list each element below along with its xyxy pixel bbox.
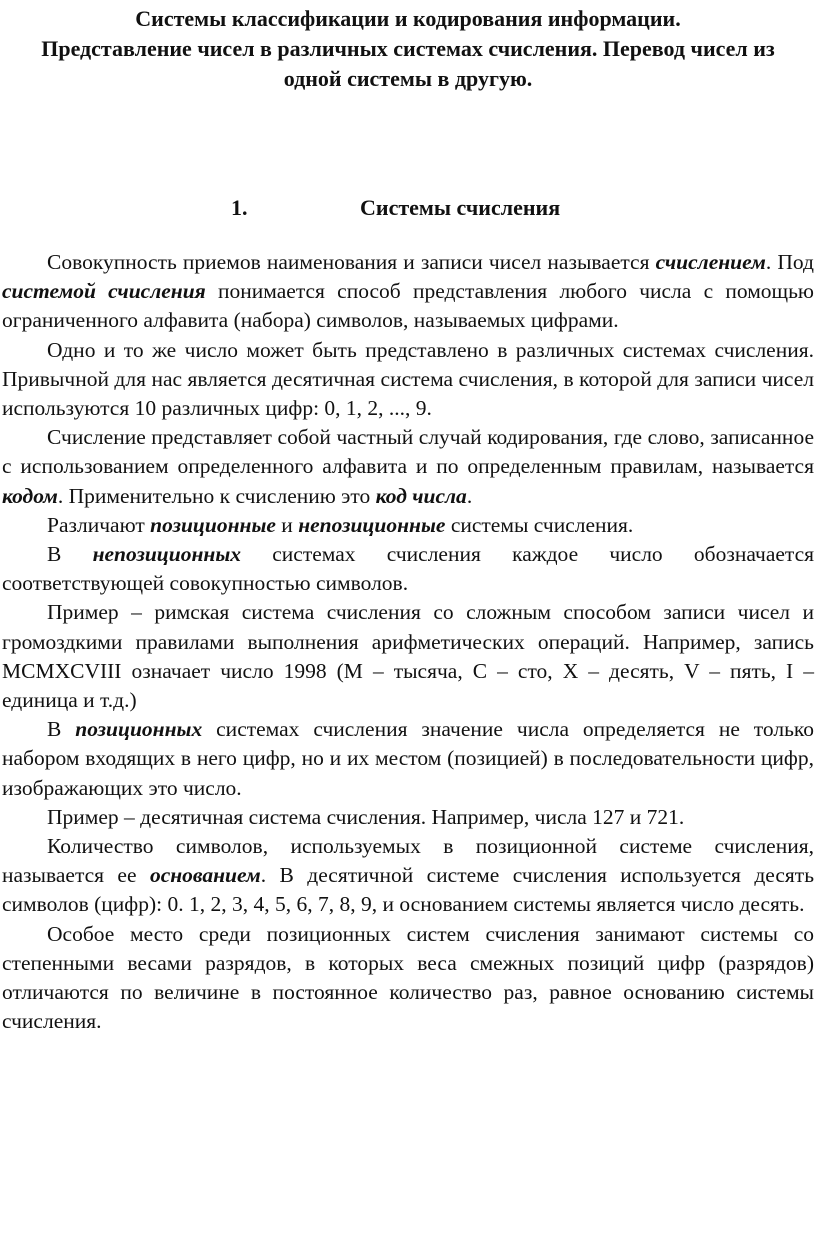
text-run: Счисление представляет собой частный случай кодирования, где слово, записанное с использованием определенного алфавита и по определенным правилам, называется	[2, 425, 814, 479]
section-heading	[0, 193, 816, 223]
text-run: .	[466, 483, 473, 508]
term-nepozitsionnye: непозиционные	[298, 512, 446, 537]
text-run: системах счисления каждое число обозначается соответствующей совокупностью символов.	[2, 542, 814, 596]
term-sistema-schisleniya: системой счисления	[2, 279, 206, 304]
text-run: Количество символов, используемых в позиционной системе счисления, называется ее	[2, 834, 814, 888]
text-run: . Применительно к счислению это	[57, 483, 376, 508]
paragraph-4	[2, 511, 814, 540]
title-line-2: Представление чисел в различных системах счисления. Перевод чисел из	[41, 36, 775, 61]
text-run: системы счисления.	[445, 512, 634, 537]
paragraph-1	[2, 248, 814, 336]
paragraph-3	[2, 423, 814, 511]
term-pozitsionnye: позиционные	[150, 512, 276, 537]
term-osnovanie: основанием	[149, 863, 261, 888]
text-run: . Под	[765, 250, 814, 274]
section-title: Системы счисления	[360, 195, 561, 220]
text-run: . В десятичной системе счисления используется десять символов (цифр): 0. 1, 2, 3, 4, 5, 6, 7, 8, 9, и основанием системы является число десять.	[2, 863, 815, 917]
paragraph-9	[2, 832, 814, 920]
term-kod-chisla: код числа	[375, 483, 467, 508]
paragraph-8: Пример – десятичная система счисления. Например, числа 127 и 721.	[47, 804, 685, 829]
text-run: В	[47, 717, 76, 742]
paragraph-6: Пример – римская система счисления со сложным способом записи чисел и громоздкими правилами выполнения арифметических операций. Например, запись MCMXCVIII означает число 1998 (M – тысяча, C – сто, X – десять, V – пять, I – единица и т.д.)	[2, 600, 814, 713]
title-line-1: Системы классификации и кодирования информации.	[135, 6, 681, 31]
text-run: В	[47, 542, 93, 567]
section-number: 1.	[231, 195, 248, 220]
paragraph-2: Одно и то же число может быть представлено в различных системах счисления. Привычной для нас является десятичная система счисления, в которой для записи чисел используются 10 различных цифр: 0, 1, 2, ..., 9.	[2, 337, 814, 421]
term-pozitsionnykh: позиционных	[75, 717, 203, 742]
document-title	[0, 4, 816, 94]
term-schislenie: счислением	[655, 250, 766, 274]
text-run: и	[275, 512, 299, 537]
text-run: понимается способ представления любого числа с помощью ограниченного алфавита (набора) символов, называемых цифрами.	[2, 279, 814, 333]
term-nepozitsionnykh: непозиционных	[92, 542, 242, 567]
paragraph-5	[2, 540, 814, 598]
text-run: системах счисления значение числа определяется не только набором входящих в него цифр, но и их местом (позицией) в последовательности цифр, изображающих это число.	[2, 717, 814, 800]
body-text	[2, 248, 814, 1036]
text-run: Совокупность приемов наименования и записи чисел называется	[47, 250, 656, 274]
text-run: Различают	[47, 512, 151, 537]
paragraph-7	[2, 715, 814, 803]
term-kod: кодом	[2, 483, 58, 508]
title-line-3: одной системы в другую.	[283, 66, 533, 91]
paragraph-10: Особое место среди позиционных систем счисления занимают системы со степенными весами разрядов, в которых веса смежных позиций цифр (разрядов) отличаются по величине в постоянное количество раз, равное основанию системы счисления.	[2, 921, 814, 1034]
